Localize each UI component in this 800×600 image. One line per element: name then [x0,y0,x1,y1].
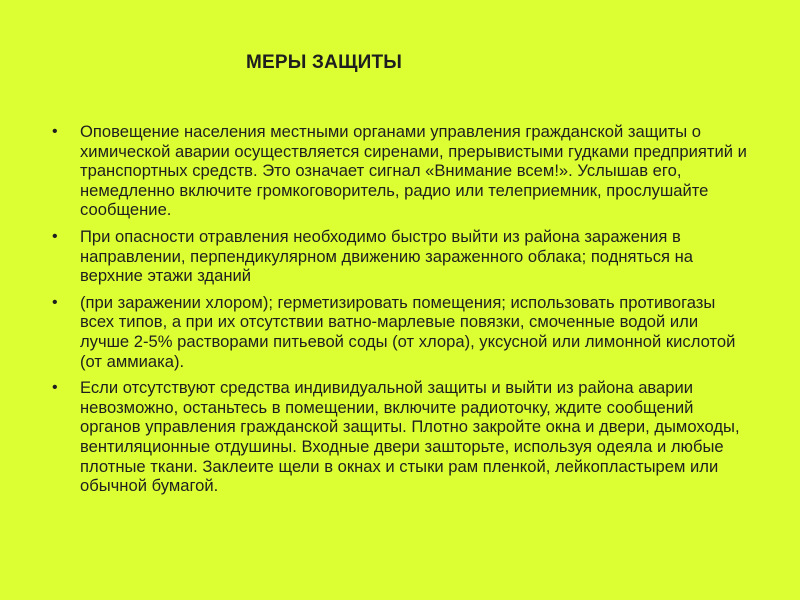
bullet-marker-icon: • [52,123,58,140]
bullet-item-4 [48,378,748,496]
bullet-text: Если отсутствуют средства индивидуальной защиты и выйти из района аварии невозможно, останьтесь в помещении, включите радиоточку, ждите сообщений органов управления гражданской защиты. Плотно закройте окна и двери, дымоходы, вентиляционные отдушины. Входные двери зашторьте, используя одеяла и любые плотные ткани. Заклеите щели в окнах и стыки рам пленкой, лейкопластырем или обычной бумагой. [80,378,740,496]
bullet-item-2 [48,227,748,286]
bullet-text: При опасности отравления необходимо быстро выйти из района заражения в направлении, перпендикулярном движению зараженного облака; подняться на верхние этажи зданий [80,226,694,286]
bullet-item-1 [48,122,748,220]
bullet-text: Оповещение населения местными органами управления гражданской защиты о химической аварии осуществляется сиренами, прерывистыми гудками предприятий и транспортных средств. Это означает сигнал «Внимание всем!». Услышав его, немедленно включите громкоговоритель, радио или телеприемник, прослушайте сообщение. [80,122,747,220]
slide-title: МЕРЫ ЗАЩИТЫ [246,52,403,73]
bullet-marker-icon: • [52,379,58,397]
bullet-text: (при заражении хлором); герметизировать помещения; использовать противогазы всех типов, а при их отсутствии ватно-марлевые повязки, смоченные водой или лучше 2-5% растворами питьевой соды (от хлора), уксусной или лимонной кислотой (от аммиака). [80,292,736,371]
bullet-item-3 [48,293,748,371]
bullet-marker-icon: • [52,227,58,245]
bullet-marker-icon: • [52,293,58,311]
bullet-list [48,122,748,503]
